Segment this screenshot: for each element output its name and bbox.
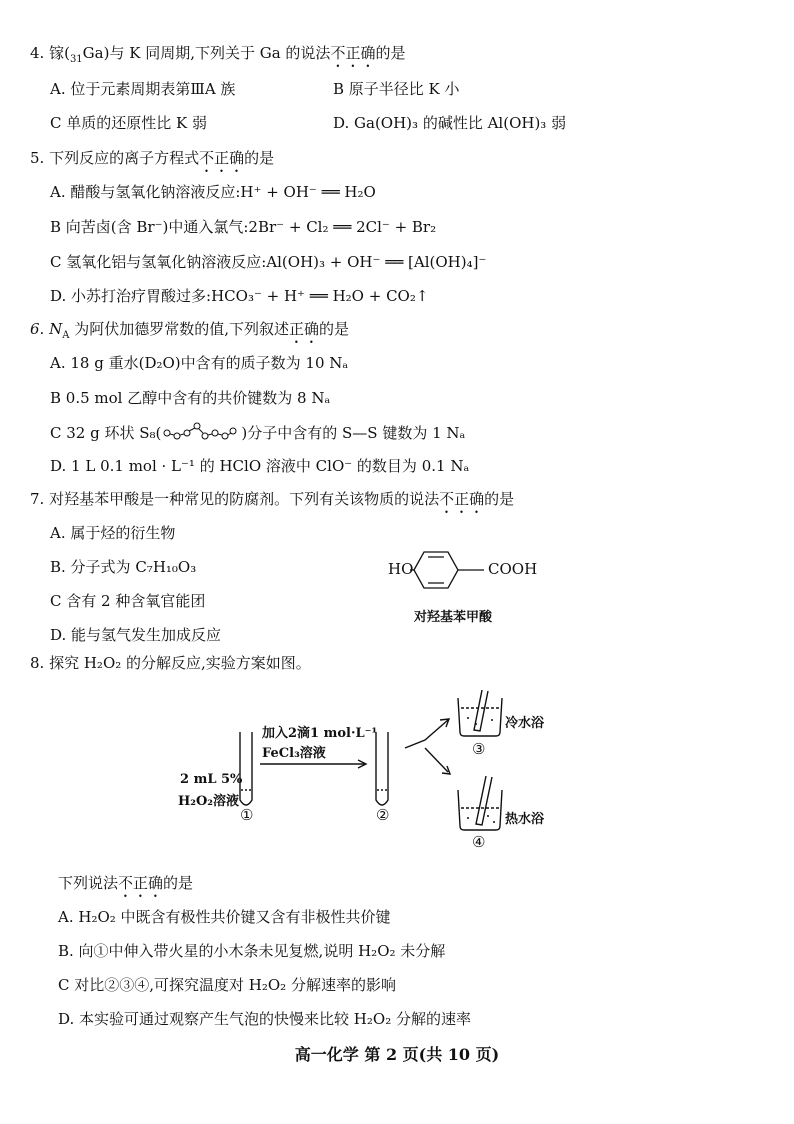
- tube-2-number: ②: [376, 806, 390, 824]
- tube-3-number: ③: [472, 740, 486, 758]
- q7-option-b: B. 分子式为 C₇H₁₀O₃: [50, 558, 197, 576]
- tube-1-number: ①: [240, 806, 254, 824]
- structure-caption: 对羟基苯甲酸: [414, 610, 493, 625]
- q4-stem: 4. 镓$(_{31}Ga)$与 K 同周期,下列关于 Ga 的说法不正确的是: [30, 44, 406, 65]
- q5-option-d: D. 小苏打治疗胃酸过多:HCO₃⁻ + H⁺ ══ H₂O + CO₂↑: [50, 287, 429, 305]
- q6-stem: 6. $N_A$ 为阿伏加德罗常数的值,下列叙述正确的是: [30, 320, 350, 341]
- q8-sub-stem: 下列说法不正确的是: [58, 874, 194, 892]
- reagent-label-line1: 加入2滴1 mol·L⁻¹: [262, 726, 378, 741]
- cold-bath-label: 冷水浴: [505, 716, 545, 731]
- q7-stem: 7. 对羟基苯甲酸是一种常见的防腐剂。下列有关该物质的说法不正确的是: [30, 490, 515, 508]
- experiment-diagram: [170, 690, 550, 860]
- reagent-label-line2: FeCl₃溶液: [262, 746, 326, 761]
- tube-4-number: ④: [472, 833, 486, 851]
- s8-ring-structure: [161, 421, 241, 443]
- q7-option-d: D. 能与氢气发生加成反应: [50, 626, 222, 644]
- page-footer: 高一化学 第 2 页(共 10 页): [294, 1045, 500, 1064]
- q6-option-a: A. 18 g 重水(D₂O)中含有的质子数为 10 Nₐ: [50, 354, 349, 372]
- q6-option-c: C 32 g 环状 S₈( )分子中含有的 S—S 键数为 1 Nₐ: [50, 421, 465, 443]
- q5-option-c: C 氢氧化铝与氢氧化钠溶液反应:Al(OH)₃ + OH⁻ ══ [Al(OH)₄]⁻: [50, 253, 487, 271]
- q5-option-b: B 向苦卤(含 Br⁻)中通入氯气:2Br⁻ + Cl₂ ══ 2Cl⁻ + Br₂: [50, 218, 437, 236]
- hot-bath-label: 热水浴: [505, 812, 545, 827]
- structure-cooh-label: COOH: [488, 560, 538, 578]
- h2o2-label-line2: H₂O₂溶液: [178, 794, 239, 809]
- q8-option-d: D. 本实验可通过观察产生气泡的快慢来比较 H₂O₂ 分解的速率: [58, 1010, 471, 1028]
- q4-option-d: D. Ga(OH)₃ 的碱性比 Al(OH)₃ 弱: [333, 114, 567, 132]
- q4-option-c: C 单质的还原性比 K 弱: [50, 114, 207, 132]
- q8-option-b: B. 向①中伸入带火星的小木条未见复燃,说明 H₂O₂ 未分解: [58, 942, 446, 960]
- q7-option-a: A. 属于烃的衍生物: [50, 524, 176, 542]
- benzene-ring: [410, 542, 490, 598]
- q6-option-b: B 0.5 mol 乙醇中含有的共价键数为 8 Nₐ: [50, 389, 331, 407]
- q5-option-a: A. 醋酸与氢氧化钠溶液反应:H⁺ + OH⁻ ══ H₂O: [50, 183, 376, 201]
- structure-ho-label: HO: [388, 560, 414, 578]
- q7-option-c: C 含有 2 种含氧官能团: [50, 592, 206, 610]
- q8-option-c: C 对比②③④,可探究温度对 H₂O₂ 分解速率的影响: [58, 976, 396, 994]
- q4-option-b: B 原子半径比 K 小: [333, 80, 460, 98]
- q6-option-d: D. 1 L 0.1 mol · L⁻¹ 的 HClO 溶液中 ClO⁻ 的数目为 0.1 Nₐ: [50, 457, 470, 475]
- q8-option-a: A. H₂O₂ 中既含有极性共价键又含有非极性共价键: [58, 908, 391, 926]
- q8-stem: 8. 探究 H₂O₂ 的分解反应,实验方案如图。: [30, 654, 311, 672]
- q4-option-a: A. 位于元素周期表第ⅢA 族: [50, 80, 236, 98]
- q5-stem: 5. 下列反应的离子方程式不正确的是: [30, 149, 275, 167]
- h2o2-label-line1: 2 mL 5%: [180, 772, 243, 787]
